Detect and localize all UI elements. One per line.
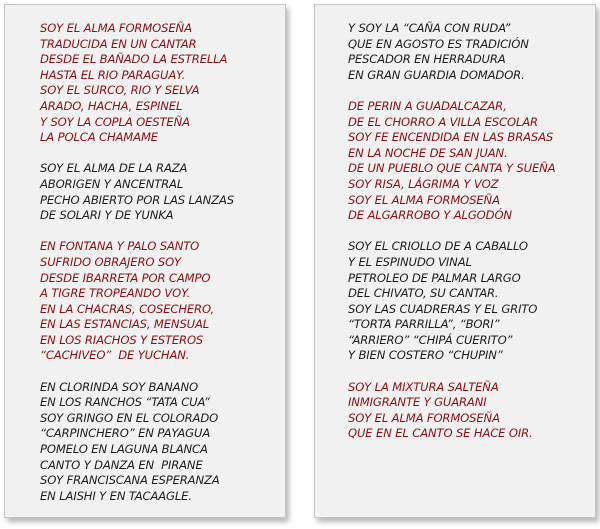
lyric-line: EN GRAN GUARDIA DOMADOR. — [348, 67, 525, 82]
lyric-line: ABORIGEN Y ANCENTRAL — [40, 176, 184, 191]
stanza-gap — [40, 364, 285, 380]
lyric-line: “CACHIVEO” DE YUCHAN. — [40, 348, 190, 363]
lyrics-panel-left — [4, 4, 286, 518]
lyric-line: DESDE EL BAÑADO LA ESTRELLA — [40, 52, 228, 67]
lyric-line: QUE EN AGOSTO ES TRADICIÓN — [348, 36, 529, 51]
lyric-line: POMELO EN LAGUNA BLANCA — [40, 442, 208, 457]
lyric-line: “TORTA PARRILLA”, “BORI” — [348, 317, 500, 332]
lyric-line: DEL CHIVATO, SU CANTAR. — [348, 286, 499, 301]
lyric-line: EN FONTANA Y PALO SANTO — [40, 239, 200, 254]
lyric-line: SOY EL ALMA DE LA RAZA — [40, 161, 188, 176]
lyric-line: TRADUCIDA EN UN CANTAR — [40, 36, 197, 51]
stanza-gap — [40, 224, 285, 240]
stanza-gap — [40, 146, 285, 162]
lyric-line: SOY FRANCISCANA ESPERANZA — [40, 473, 220, 488]
lyric-line: PECHO ABIERTO POR LAS LANZAS — [40, 192, 234, 207]
lyric-line: EN LA CHACRAS, COSECHERO, — [40, 301, 215, 316]
stanza-gap — [348, 83, 595, 99]
lyric-line: “ARRIERO” “CHIPÁ CUERITO” — [348, 332, 513, 347]
lyric-line: PETROLEO DE PALMAR LARGO — [348, 270, 521, 285]
lyric-line: SOY EL CRIOLLO DE A CABALLO — [348, 239, 528, 254]
lyric-line: SOY RISA, LÁGRIMA Y VOZ — [348, 176, 499, 191]
lyric-line: EN LA NOCHE DE SAN JUAN. — [348, 145, 508, 160]
stanza-gap — [348, 224, 595, 240]
lyric-line: DE EL CHORRO A VILLA ESCOLAR — [348, 114, 538, 129]
lyric-line: SOY GRINGO EN EL COLORADO — [40, 410, 219, 425]
lyric-line: Y SOY LA “CAÑA CON RUDA” — [348, 21, 511, 35]
lyric-line: SOY LA MIXTURA SALTEÑA — [348, 379, 499, 394]
lyric-line: PESCADOR EN HERRADURA — [348, 52, 506, 67]
lyric-line: SOY EL ALMA FORMOSEÑA — [348, 410, 500, 425]
lyric-line: EN LOS RANCHOS “TATA CUA” — [40, 395, 210, 410]
lyric-line: INMIGRANTE Y GUARANI — [348, 395, 487, 410]
lyric-line: QUE EN EL CANTO SE HACE OIR. — [348, 426, 533, 441]
stanza-gap — [348, 364, 595, 380]
lyric-line: SUFRIDO OBRAJERO SOY — [40, 254, 181, 269]
lyric-line: SOY FE ENCENDIDA EN LAS BRASAS — [348, 130, 554, 145]
lyric-line: Y EL ESPINUDO VINAL — [348, 254, 472, 269]
lyric-line: ARADO, HACHA, ESPINEL — [40, 98, 183, 113]
lyric-line: DESDE IBARRETA POR CAMPO — [40, 270, 211, 285]
lyric-line: Y BIEN COSTERO “CHUPIN” — [348, 348, 503, 363]
lyric-line: LA POLCA CHAMAME — [40, 130, 158, 145]
lyric-line: EN LAS ESTANCIAS, MENSUAL — [40, 317, 210, 332]
lyric-line: SOY EL ALMA FORMOSEÑA — [348, 192, 500, 207]
lyric-line: “CARPINCHERO” EN PAYAGUA — [40, 426, 211, 441]
lyric-line: CANTO Y DANZA EN PIRANE — [40, 457, 203, 472]
lyrics-lines-left — [5, 21, 285, 504]
lyric-line: HASTA EL RIO PARAGUAY. — [40, 67, 186, 82]
lyric-line: SOY EL ALMA FORMOSEÑA — [40, 21, 192, 35]
lyrics-panel-right — [314, 4, 596, 518]
lyric-line: SOY LAS CUADRERAS Y EL GRITO — [348, 301, 538, 316]
lyric-line: DE SOLARI Y DE YUNKA — [40, 208, 174, 223]
lyric-line: A TIGRE TROPEANDO VOY. — [40, 286, 191, 301]
lyric-line: EN LAISHI Y EN TACAAGLE. — [40, 488, 192, 503]
lyric-line: DE ALGARROBO Y ALGODÓN — [348, 208, 512, 223]
lyric-line: DE UN PUEBLO QUE CANTA Y SUEÑA — [348, 161, 556, 176]
lyric-line: DE PERIN A GUADALCAZAR, — [348, 98, 507, 113]
lyrics-lines-right — [315, 21, 595, 442]
lyric-line: EN LOS RIACHOS Y ESTEROS — [40, 332, 204, 347]
lyric-line: Y SOY LA COPLA OESTEÑA — [40, 114, 190, 129]
lyric-line: EN CLORINDA SOY BANANO — [40, 379, 198, 394]
lyric-line: SOY EL SURCO, RIO Y SELVA — [40, 83, 200, 98]
